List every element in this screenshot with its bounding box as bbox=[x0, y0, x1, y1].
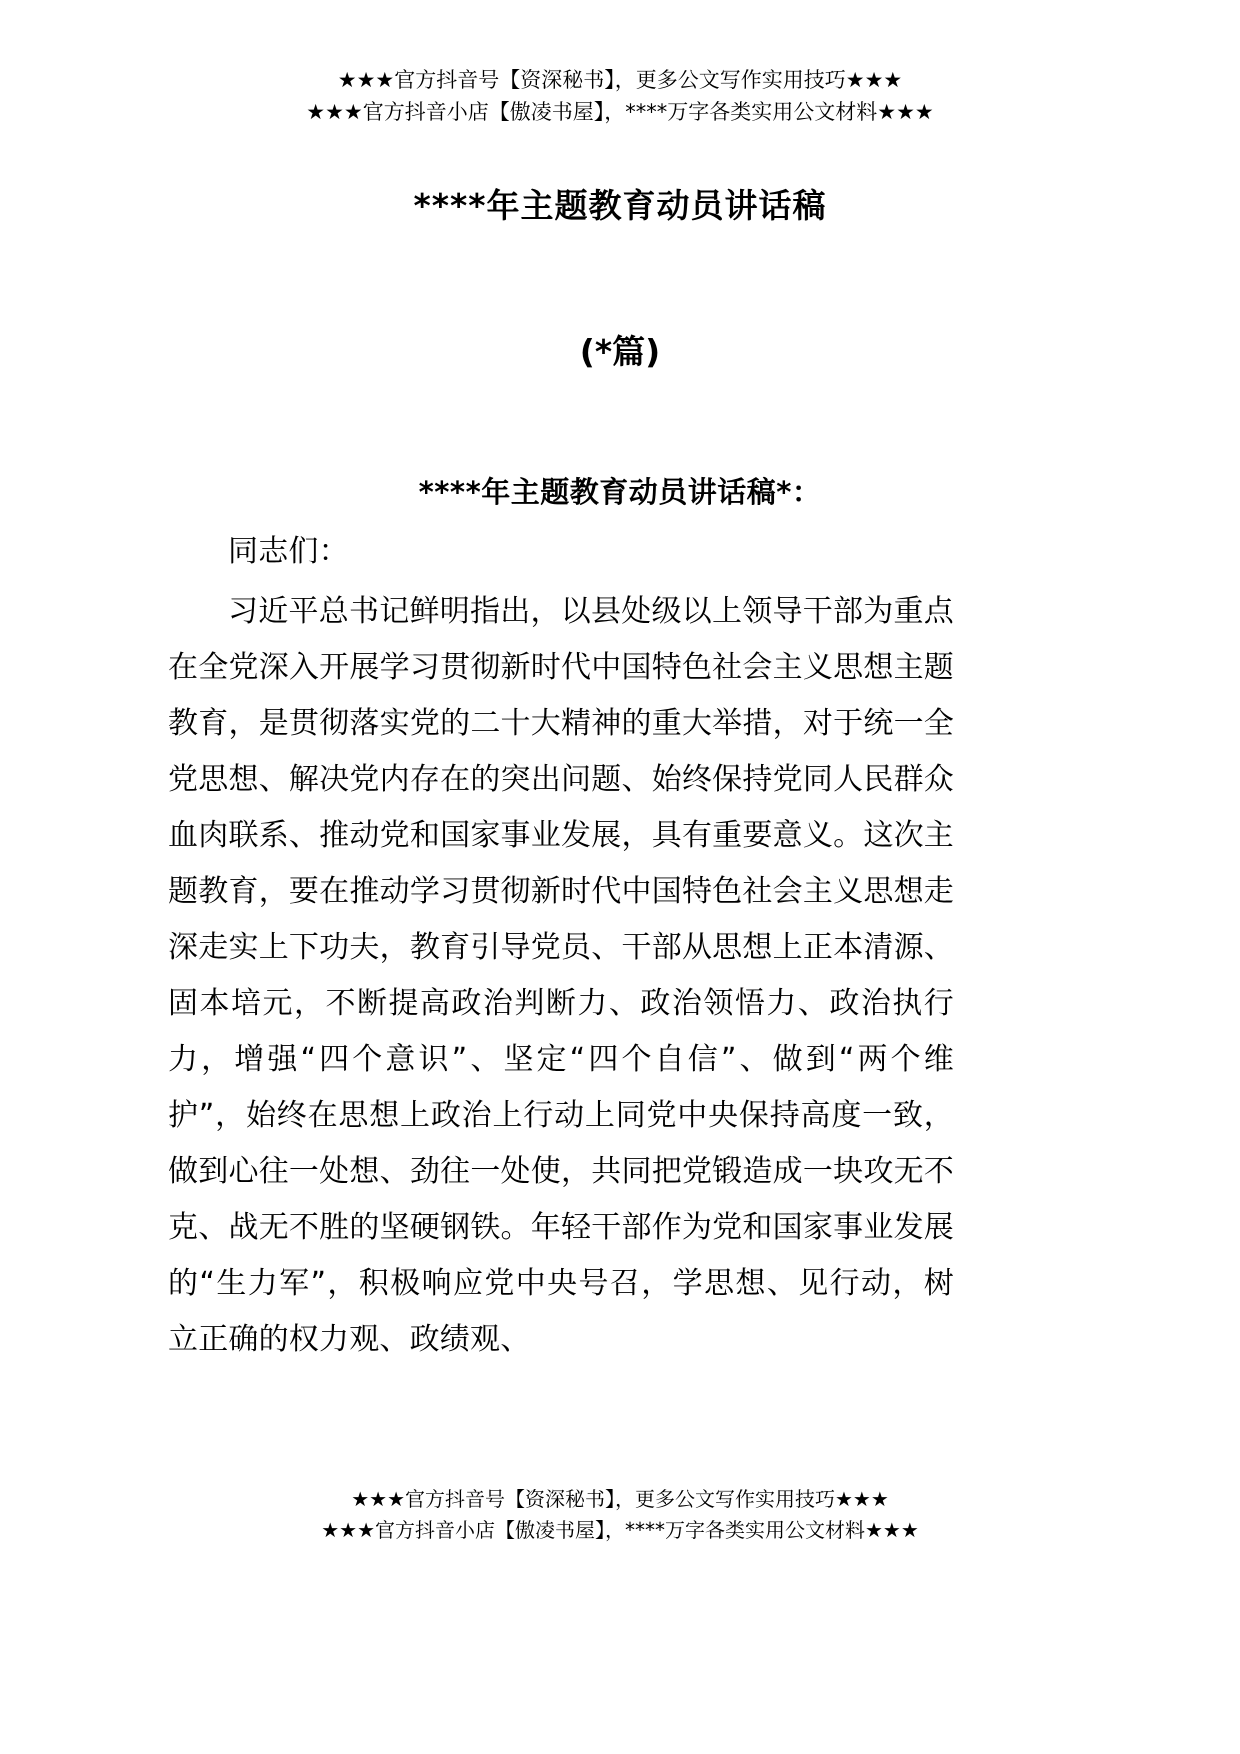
body-paragraph-1: 习近平总书记鲜明指出，以县处级以上领导干部为重点在全党深入开展学习贯彻新时代中国特色社会主义思想主题教育，是贯彻落实党的二十大精神的重大举措，对于统一全党思想、解决党内存在的突出问题、始终保持党同人民群众血肉联系、推动党和国家事业发展，具有重要意义。这次主题教育，要在推动学习贯彻新时代中国特色社会主义思想走深走实上下功夫，教育引导党员、干部从思想上正本清源、固本培元，不断提高政治判断力、政治领悟力、政治执行力，增强“四个意识”、坚定“四个自信”、做到“两个维护”，始终在思想上政治上行动上同党中央保持高度一致，做到心往一处想、劲往一处使，共同把党锻造成一块攻无不克、战无不胜的坚硬钢铁。年轻干部作为党和国家事业发展的“生力军”，积极响应党中央号召，学思想、见行动，树立正确的权力观、政绩观、 bbox=[168, 594, 954, 1357]
footer-watermark bbox=[0, 1484, 1240, 1546]
document-body bbox=[168, 524, 954, 1368]
page-title: ****年主题教育动员讲话稿 bbox=[413, 186, 827, 225]
footer-watermark-line-1: ★★★官方抖音号【资深秘书】，更多公文写作实用技巧★★★ bbox=[351, 1487, 889, 1511]
document-count-marker: (*篇) bbox=[579, 332, 661, 371]
document-subtitle: ****年主题教育动员讲话稿*： bbox=[418, 475, 822, 509]
header-watermark-line-2: ★★★官方抖音小店【傲凌书屋】，****万字各类实用公文材料★★★ bbox=[306, 100, 934, 124]
header-watermark bbox=[0, 64, 1240, 128]
footer-watermark-line-2: ★★★官方抖音小店【傲凌书屋】，****万字各类实用公文材料★★★ bbox=[321, 1518, 919, 1542]
header-watermark-line-1: ★★★官方抖音号【资深秘书】，更多公文写作实用技巧★★★ bbox=[337, 68, 903, 92]
body-salutation: 同志们： bbox=[228, 534, 349, 569]
